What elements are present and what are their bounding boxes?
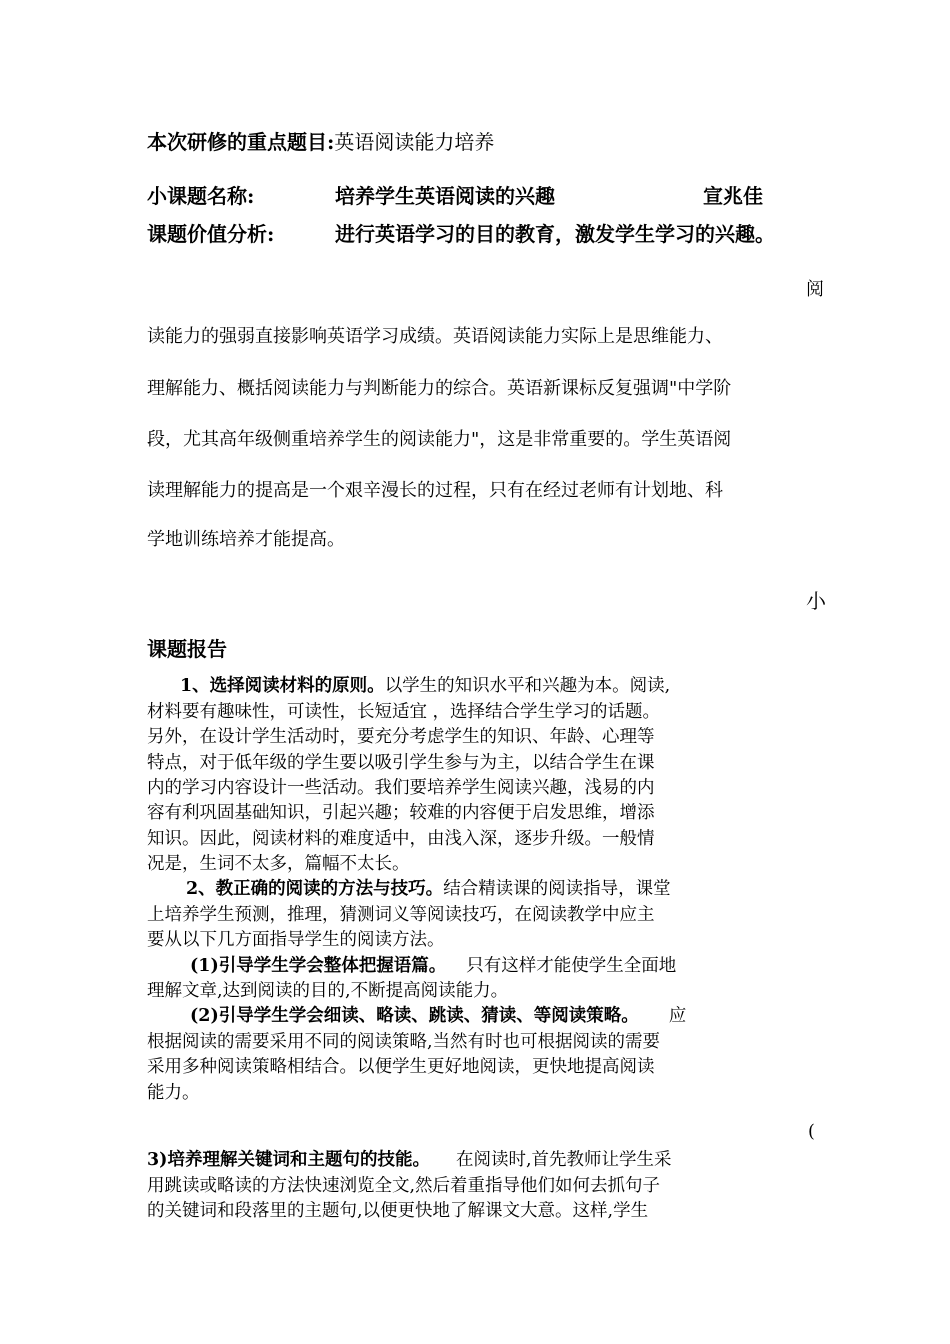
p2-title: 2、教正确的阅读的方法与技巧。 <box>186 879 444 899</box>
report-lead-char: 小 <box>806 589 826 613</box>
s2-text: 应 <box>668 1006 687 1026</box>
s2-line: 采用多种阅读策略相结合。以便学生更好地阅读，更快地提高阅读 <box>147 1057 655 1077</box>
s2-title: (2)引导学生学会细读、略读、跳读、猜读、等阅读策略。 <box>190 1006 639 1026</box>
p2-first-line <box>186 875 671 900</box>
p1-first-line <box>180 672 670 697</box>
p1-line: 另外，在设计学生活动时，要充分考虑学生的知识、年龄、心理等 <box>147 727 655 747</box>
p1-line: 知识。因此，阅读材料的难度适中，由浅入深，逐步升级。一般情 <box>147 829 655 849</box>
analysis-line: 理解能力、概括阅读能力与判断能力的综合。英语新课标反复强调"中学阶 <box>147 378 732 399</box>
s3-line: 的关键词和段落里的主题句,以便更快地了解课文大意。这样,学生 <box>147 1201 649 1221</box>
p1-line: 容有利巩固基础知识，引起兴趣；较难的内容便于启发思维，增添 <box>147 803 655 823</box>
p1-title: 1、选择阅读材料的原则。 <box>180 676 385 696</box>
s3-text: 在阅读时,首先教师让学生采 <box>455 1150 672 1170</box>
s3-title: 3)培养理解关键词和主题句的技能。 <box>147 1150 430 1170</box>
topic-line <box>147 126 494 155</box>
analysis-line: 段，尤其高年级侧重培养学生的阅读能力"，这是非常重要的。学生英语阅 <box>147 429 732 450</box>
analysis-line: 读理解能力的提高是一个艰辛漫长的过程，只有在经过老师有计划地、科 <box>147 480 723 501</box>
p1-text: 以学生的知识水平和兴趣为本。阅读, <box>384 676 671 696</box>
subtopic-label: 小课题名称: <box>147 184 255 208</box>
s1-first-line <box>190 952 676 977</box>
report-heading: 课题报告 <box>147 637 227 661</box>
p1-line: 内的学习内容设计一些活动。我们要培养学生阅读兴趣，浅易的内 <box>147 778 655 798</box>
analysis-lead-char: 阅 <box>806 279 824 300</box>
value-label: 课题价值分析: <box>147 222 275 246</box>
s2-first-line <box>190 1002 686 1027</box>
value-text: 进行英语学习的目的教育，激发学生学习的兴趣。 <box>335 222 775 246</box>
s2-line: 根据阅读的需要采用不同的阅读策略,当然有时也可根据阅读的需要 <box>147 1032 661 1052</box>
p1-line: 材料要有趣味性，可读性，长短适宜 ，选择结合学生学习的话题。 <box>147 702 661 722</box>
p2-text: 结合精读课的阅读指导，课堂 <box>443 879 671 899</box>
s3-first-line <box>147 1146 672 1171</box>
s1-title: (1)引导学生学会整体把握语篇。 <box>190 956 447 976</box>
analysis-line: 学地训练培养才能提高。 <box>147 529 345 550</box>
s1-text: 只有这样才能使学生全面地 <box>466 956 677 976</box>
subtopic-value: 培养学生英语阅读的兴趣 <box>335 184 555 208</box>
topic-label: 本次研修的重点题目: <box>147 130 335 154</box>
p2-line: 上培养学生预测，推理，猜测词义等阅读技巧，在阅读教学中应主 <box>147 905 655 925</box>
topic-value: 英语阅读能力培养 <box>334 130 495 154</box>
analysis-line: 读能力的强弱直接影响英语学习成绩。英语阅读能力实际上是思维能力、 <box>147 326 723 347</box>
s3-line: 用跳读或略读的方法快速浏览全文,然后着重指导他们如何去抓句子 <box>147 1176 661 1196</box>
s2-line: 能力。 <box>147 1083 200 1103</box>
p1-line: 特点，对于低年级的学生要以吸引学生参与为主，以结合学生在课 <box>147 753 655 773</box>
p2-line: 要从以下几方面指导学生的阅读方法。 <box>147 930 445 950</box>
p1-line: 况是，生词不太多，篇幅不太长。 <box>147 854 410 874</box>
s3-lead-char: ( <box>808 1122 815 1142</box>
s1-line: 理解文章,达到阅读的目的,不断提高阅读能力。 <box>147 981 509 1001</box>
author-name: 宣兆佳 <box>703 184 763 208</box>
